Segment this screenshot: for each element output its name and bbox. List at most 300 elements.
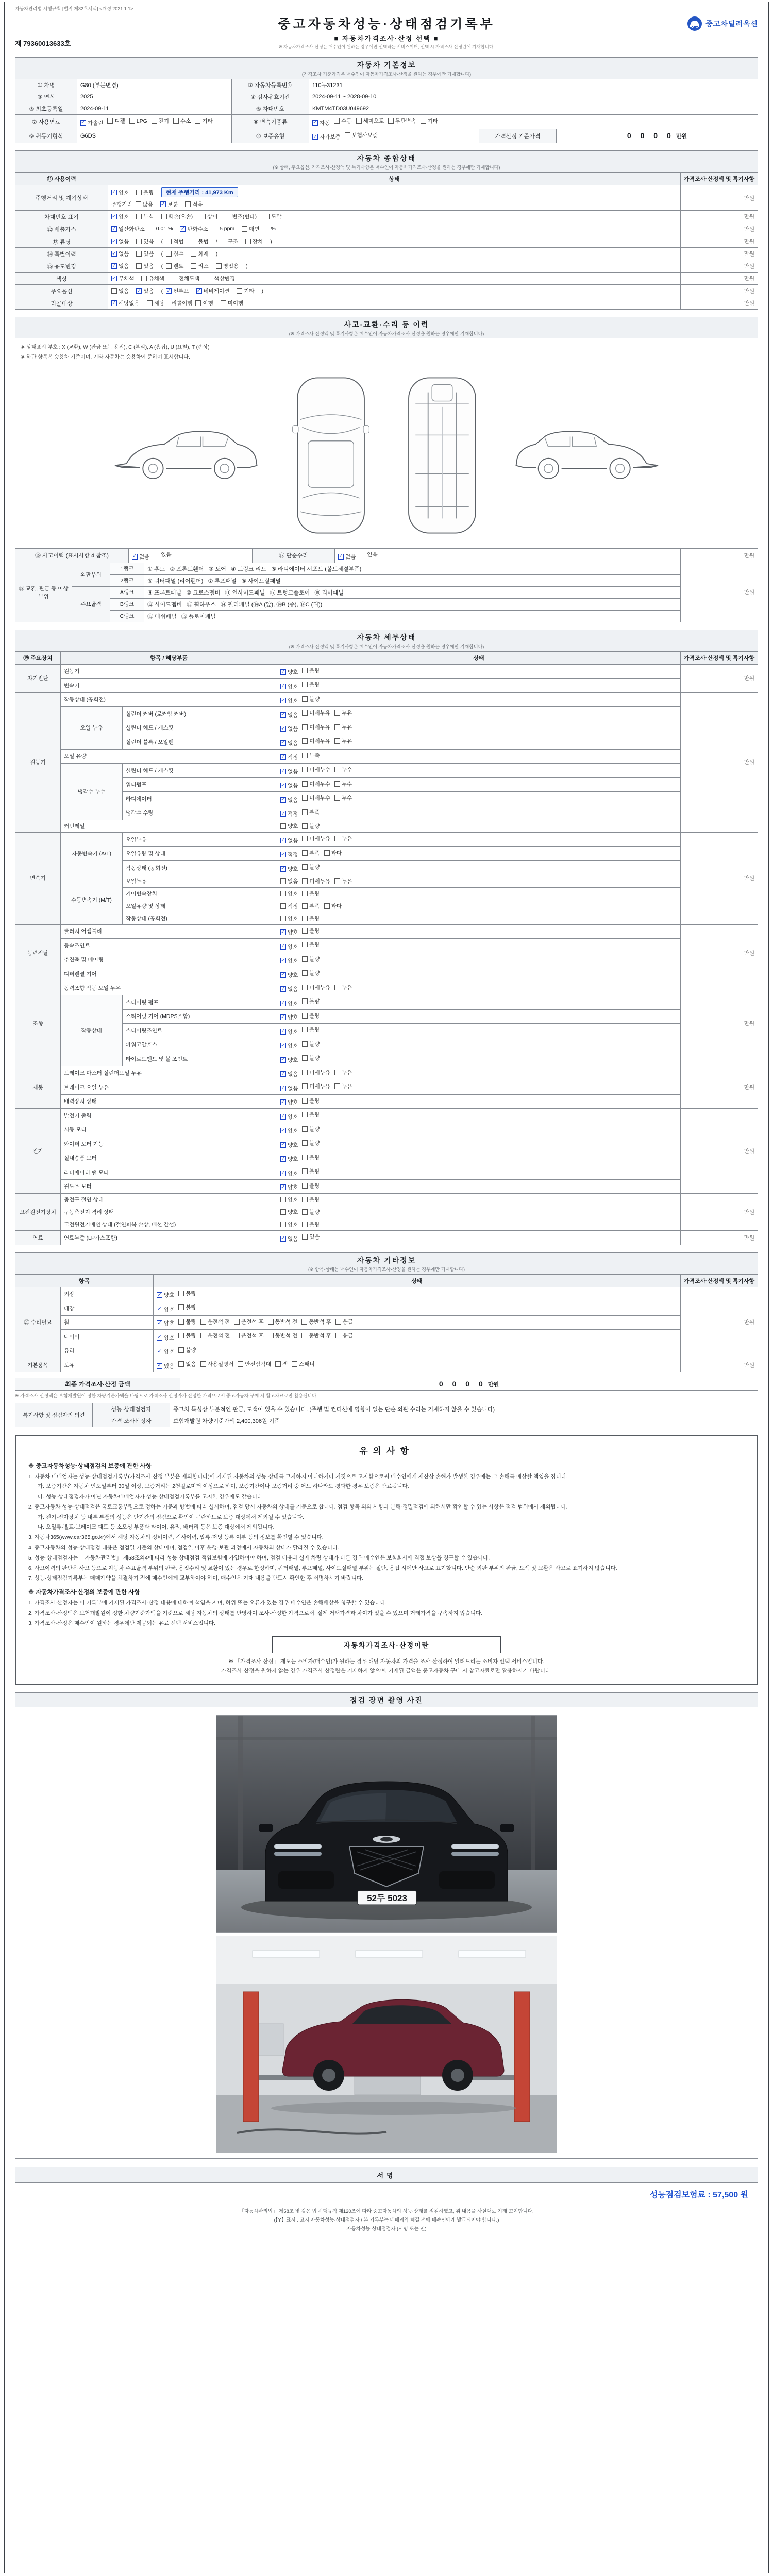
item-label: 작동상태 (공회전) [123, 912, 277, 924]
checkbox-option[interactable] [324, 902, 342, 910]
empty-box-icon [185, 201, 191, 207]
checkbox-label: 해당 [154, 300, 164, 307]
checkbox-option[interactable] [178, 1303, 196, 1311]
checkbox-option[interactable] [302, 695, 320, 703]
checkbox-option[interactable] [302, 1208, 320, 1216]
device-row [15, 1137, 758, 1151]
notice-item: 1. 자동차 매매업자는 성능·상태점검기록부(가격조사·산정 부분은 제외합니다)에 기재된 자동차의 성능·상태를 고지하지 아니하거나 거짓으로 고지함으로써 매수인에게 재산상 손해가 발생한 경우에는 그 손해를 배상할 책임을 집니다. [28, 1473, 568, 1480]
checkbox-option[interactable] [334, 1082, 352, 1090]
checkbox-option[interactable] [280, 1113, 298, 1121]
checkbox-option[interactable] [345, 131, 378, 139]
section-title: 자동차 세부상태 [357, 633, 416, 641]
column-header-item: 항목 / 해당부품 [61, 651, 277, 664]
section-signature [15, 2167, 758, 2245]
item-label: 고전원전기배선 상태 (절연피복 손상, 배선 간섭) [61, 1218, 277, 1231]
checkbox-option[interactable] [302, 1026, 320, 1033]
checkbox-option[interactable] [280, 865, 298, 873]
empty-box-icon [280, 1209, 286, 1215]
checkbox-option[interactable] [280, 1208, 298, 1216]
checkbox-label: 미세누유 [309, 984, 330, 991]
checkbox-option[interactable] [225, 213, 257, 221]
checkbox-option[interactable] [136, 189, 154, 196]
checkbox-option[interactable] [280, 1170, 298, 1177]
checkbox-option[interactable] [302, 914, 320, 922]
checkbox-option[interactable] [360, 551, 377, 558]
checkbox-option[interactable] [166, 238, 183, 245]
checkbox-option[interactable] [312, 119, 330, 127]
section-inspection-photos [15, 1692, 758, 2159]
checkbox-option[interactable] [178, 1332, 196, 1340]
checkbox-option[interactable] [280, 782, 298, 789]
accident-history-label: ⑯ 사고이력 (표시사항 4 참조) [15, 549, 129, 563]
empty-box-icon [111, 288, 117, 294]
checkbox-label: 불량 [309, 890, 320, 897]
checkbox-option[interactable] [334, 766, 352, 773]
checkbox-option[interactable] [280, 1155, 298, 1163]
checkbox-option[interactable] [302, 863, 320, 871]
checkbox-label: 운전석 후 [241, 1318, 264, 1325]
checkbox-option[interactable] [157, 1306, 174, 1313]
empty-box-icon [302, 823, 308, 829]
checkbox-option[interactable] [302, 780, 330, 788]
checkbox-option[interactable] [111, 275, 134, 282]
checkbox-option[interactable] [302, 849, 320, 857]
checkbox-option[interactable] [200, 213, 217, 221]
item-label: 윈도우 모터 [61, 1179, 277, 1194]
notice-title: 유의사항 [359, 1446, 414, 1456]
price-cell: 만원 [681, 273, 758, 285]
checkbox-label: 화재 [198, 251, 209, 257]
section-accident-history [15, 317, 758, 622]
checkbox-option[interactable] [154, 551, 171, 558]
checkbox-option[interactable] [141, 275, 164, 282]
checkbox-option[interactable] [312, 133, 341, 141]
checkbox-label: 구조 [227, 239, 238, 245]
checkbox-option[interactable] [302, 1012, 320, 1020]
checkbox-option[interactable] [302, 941, 320, 948]
exchange-section-label: ⑱ 교환, 판금 등 이상 부위 [15, 563, 72, 622]
field-label: ⑧ 변속기종류 [232, 115, 309, 129]
checkbox-option[interactable] [280, 985, 298, 993]
checkbox-option[interactable] [172, 275, 200, 282]
checkbox-option[interactable] [245, 238, 263, 245]
checkbox-option[interactable] [200, 1332, 230, 1340]
empty-box-icon [302, 985, 308, 990]
checkbox-option[interactable] [302, 752, 320, 759]
checkbox-label: 양호 [288, 1014, 298, 1021]
checkbox-option[interactable] [302, 1082, 330, 1090]
empty-box-icon [234, 1319, 240, 1325]
checkbox-option[interactable] [302, 709, 330, 717]
checkbox-option[interactable] [280, 902, 298, 910]
checkbox-option[interactable] [157, 1291, 174, 1299]
checkbox-option[interactable] [302, 737, 330, 745]
checkbox-option[interactable] [388, 117, 416, 125]
transmission-checks [309, 115, 758, 129]
checkbox-option[interactable] [178, 1318, 196, 1326]
checkbox-option[interactable] [195, 299, 213, 307]
checkbox-option[interactable] [195, 117, 212, 125]
checkbox-option[interactable] [302, 1125, 320, 1133]
checkbox-option[interactable] [136, 238, 154, 245]
checkbox-option[interactable] [280, 796, 298, 804]
checkbox-label: 없음 [345, 553, 356, 560]
engine-type-value: G6DS [77, 129, 232, 143]
checkbox-option[interactable] [178, 1360, 196, 1368]
checkbox-option[interactable] [200, 1318, 230, 1326]
state-text: / [215, 238, 217, 245]
definition-text-2: 가격조사·산정을 원하지 않는 경우 가격조사·산정란은 기재하지 않으며, 기재된 금액은 중고자동차 구매 시 참고자료로만 활용하시기 바랍니다. [221, 1667, 552, 1674]
checkbox-option[interactable] [111, 189, 129, 196]
checkbox-option[interactable] [280, 1028, 298, 1036]
checkbox-option[interactable] [280, 943, 298, 951]
checkbox-option[interactable] [160, 200, 178, 208]
checkbox-option[interactable] [136, 250, 154, 258]
checkbox-option[interactable] [302, 927, 320, 935]
section-title: 자동차 종합상태 [357, 154, 416, 162]
overall-item-label: 차대번호 표기 [15, 211, 108, 223]
checked-box-icon: ✓ [281, 1071, 285, 1077]
checkbox-option[interactable] [132, 553, 149, 561]
checkbox-label: 없음 [288, 1071, 298, 1077]
checkbox-option[interactable] [302, 1196, 320, 1204]
item-label: 브레이크 오일 누유 [61, 1080, 277, 1095]
checkbox-label: 양호 [288, 1197, 298, 1203]
checkbox-label: 양호 [288, 1128, 298, 1134]
checkbox-option[interactable] [302, 835, 330, 842]
checkbox-option[interactable] [334, 780, 352, 788]
checkbox-option[interactable] [173, 117, 191, 125]
empty-box-icon [388, 118, 394, 124]
checkbox-option[interactable] [111, 238, 129, 245]
checkbox-option[interactable] [280, 711, 298, 719]
checkbox-option[interactable] [302, 1221, 320, 1228]
notice-item: 7. 성능·상태점검기록부는 매매계약을 체결하기 전에 매수인에게 교부하여야 하며, 매수인은 기재 내용을 반드시 확인한 후 서명하시기 바랍니다. [28, 1575, 364, 1582]
price-cell: 만원 [681, 285, 758, 297]
checkbox-option[interactable] [334, 984, 352, 991]
item-label: 시동 모터 [61, 1123, 277, 1137]
checkbox-option[interactable] [421, 117, 438, 125]
checkbox-option[interactable] [280, 1221, 298, 1228]
checkbox-option[interactable] [302, 955, 320, 963]
checkbox-option[interactable] [216, 262, 239, 270]
checkbox-option[interactable] [335, 1332, 353, 1340]
checkbox-label: 도말 [271, 214, 282, 220]
checkbox-option[interactable] [157, 1319, 174, 1327]
checkbox-option[interactable] [196, 287, 230, 295]
checkbox-option[interactable] [280, 1196, 298, 1204]
checkbox-label: 불량 [309, 1209, 320, 1215]
checkbox-option[interactable] [302, 667, 320, 674]
checkbox-option[interactable] [324, 849, 342, 857]
checkbox-option[interactable] [280, 1141, 298, 1149]
checkbox-option[interactable] [280, 1013, 298, 1021]
device-row [15, 1231, 758, 1245]
checked-box-icon: ✓ [281, 683, 285, 689]
checkbox-option[interactable] [280, 1084, 298, 1092]
checkbox-option[interactable] [242, 225, 259, 233]
checkbox-option[interactable] [166, 262, 183, 270]
checkbox-option[interactable] [191, 250, 208, 258]
checkbox-option[interactable] [111, 262, 129, 270]
checkbox-option[interactable] [302, 1182, 320, 1190]
car-name-value: G80 (부분변경) [77, 79, 232, 91]
checkbox-option[interactable] [334, 709, 352, 717]
empty-box-icon [302, 668, 308, 673]
checkbox-option[interactable] [157, 1334, 174, 1342]
checkbox-option[interactable] [301, 1318, 331, 1326]
checked-box-icon: ✓ [112, 226, 116, 232]
checked-box-icon: ✓ [281, 1113, 285, 1119]
main-frame-label: 주요골격 [72, 586, 110, 622]
checkbox-option[interactable] [200, 1360, 234, 1368]
item-label: 클러치 어셈블리 [61, 924, 277, 939]
checkbox-option[interactable] [147, 299, 164, 307]
checkbox-option[interactable] [280, 928, 298, 936]
checkbox-option[interactable] [302, 1069, 330, 1076]
checkbox-option[interactable] [268, 1332, 298, 1340]
checkbox-option[interactable] [280, 725, 298, 733]
checkbox-label: 적정 [288, 852, 298, 858]
checkbox-option[interactable] [302, 890, 320, 897]
checkbox-option[interactable] [178, 1290, 196, 1297]
checkbox-option[interactable] [191, 238, 208, 245]
checkbox-label: 양호 [288, 972, 298, 978]
checkbox-option[interactable] [280, 914, 298, 922]
checkbox-option[interactable] [111, 299, 140, 307]
checkbox-option[interactable] [292, 1360, 314, 1368]
checkbox-option[interactable] [302, 1040, 320, 1048]
checkbox-option[interactable] [338, 553, 356, 561]
checkbox-option[interactable] [111, 287, 129, 295]
section-other-info [15, 1252, 758, 1427]
checkbox-option[interactable] [80, 119, 103, 127]
checkbox-option[interactable] [280, 683, 298, 690]
item-parent-label: 작동상태 [61, 995, 123, 1066]
empty-box-icon [302, 738, 308, 744]
checkbox-option[interactable] [334, 117, 351, 125]
checkbox-option[interactable] [280, 837, 298, 844]
empty-box-icon [301, 1319, 307, 1325]
checkbox-option[interactable] [178, 1346, 196, 1354]
empty-box-icon [302, 1112, 308, 1117]
checkbox-option[interactable] [302, 822, 320, 830]
checkbox-option[interactable] [335, 1318, 353, 1326]
empty-box-icon [334, 738, 340, 744]
empty-box-icon [302, 682, 308, 687]
checkbox-option[interactable] [191, 262, 208, 270]
checkbox-option[interactable] [301, 1332, 331, 1340]
checkbox-option[interactable] [280, 1098, 298, 1106]
checkbox-option[interactable] [302, 681, 320, 688]
checkbox-option[interactable] [280, 1183, 298, 1191]
empty-box-icon [302, 903, 308, 909]
price-cell: 만원 [681, 1287, 758, 1358]
checkbox-option[interactable] [107, 117, 125, 125]
checkbox-option[interactable] [166, 287, 189, 295]
checkbox-option[interactable] [302, 794, 330, 802]
checkbox-option[interactable] [280, 739, 298, 747]
checkbox-label: 가솔린 [88, 120, 104, 126]
checkbox-option[interactable] [280, 822, 298, 830]
warranty-type-checks [309, 129, 479, 143]
state-cell [277, 1080, 681, 1095]
checkbox-option[interactable] [280, 1042, 298, 1049]
checkbox-option[interactable] [268, 1318, 298, 1326]
checkbox-option[interactable] [264, 213, 281, 221]
checkbox-label: 적정 [288, 903, 298, 909]
empty-box-icon [280, 891, 286, 896]
checkbox-option[interactable] [334, 794, 352, 802]
checkbox-option[interactable] [302, 902, 320, 910]
device-row [15, 1080, 758, 1095]
checkbox-option[interactable] [136, 287, 154, 295]
rank-items: ⑥ 쿼터패널 (리어휀더) ⑦ 루프패널 ⑧ 사이드실패널 [144, 574, 681, 586]
checkbox-option[interactable] [280, 1070, 298, 1078]
rank-items: ⑫ 사이드멤버 ⑬ 휠하우스 ⑭ 필러패널 (⑭A (앞), ⑭B (중), ⑭C (뒤)) [144, 598, 681, 610]
checkbox-option[interactable] [157, 1348, 174, 1355]
price-cell: 만원 [681, 924, 758, 981]
overall-state-cell [108, 297, 681, 310]
checkbox-option[interactable] [280, 697, 298, 704]
checkbox-option[interactable] [334, 737, 352, 745]
checkbox-option[interactable] [356, 117, 384, 125]
checkbox-option[interactable] [221, 299, 243, 307]
section-title: 사고·교환·수리 등 이력 [344, 320, 429, 329]
checkbox-option[interactable] [302, 1233, 320, 1241]
checkbox-label: 미세누수 [309, 795, 330, 801]
checkbox-option[interactable] [280, 971, 298, 979]
checkbox-label: 적법 [173, 239, 184, 245]
checkbox-option[interactable] [234, 1332, 264, 1340]
empty-box-icon [302, 836, 308, 841]
checkbox-option[interactable] [157, 1362, 174, 1370]
checkbox-option[interactable] [221, 238, 238, 245]
checkbox-option[interactable] [161, 213, 193, 221]
checkbox-option[interactable] [136, 213, 154, 221]
checkbox-option[interactable] [334, 835, 352, 842]
checkbox-option[interactable] [280, 1056, 298, 1064]
state-cell [154, 1315, 681, 1330]
checkbox-option[interactable] [280, 890, 298, 897]
checkbox-label: 무채색 [119, 276, 135, 282]
item-label: 휠 [61, 1315, 154, 1330]
checkbox-label: 누수 [341, 767, 352, 773]
state-text: ( [161, 287, 163, 294]
checkbox-option[interactable] [111, 250, 129, 258]
checkbox-option[interactable] [302, 1139, 320, 1147]
checkbox-option[interactable] [334, 1069, 352, 1076]
notice-item: 가. 전기·전자장치 등 내부 부품의 성능은 단기간의 점검으로 확인이 곤란하므로 보증 대상에서 제외될 수 있습니다. [38, 1514, 304, 1520]
checked-box-icon: ✓ [313, 120, 317, 125]
checkbox-option[interactable] [280, 877, 298, 885]
checked-box-icon: ✓ [281, 768, 285, 774]
device-row [15, 861, 758, 875]
checkbox-option[interactable] [302, 1097, 320, 1105]
checkbox-option[interactable] [280, 1235, 298, 1243]
checkbox-option[interactable] [280, 753, 298, 761]
checkbox-option[interactable] [185, 200, 203, 208]
checked-box-icon: ✓ [281, 697, 285, 703]
notice-item: 1. 가격조사·산정자는 이 기록부에 기재된 가격조사·산정 내용에 대하여 책임을 지며, 허위 또는 오류가 있는 경우 매수인은 손해배상을 청구할 수 있습니다. [28, 1600, 387, 1606]
checkbox-option[interactable] [280, 810, 298, 818]
device-row [15, 1024, 758, 1038]
checkbox-option[interactable] [280, 768, 298, 775]
exchange-panel-table [15, 563, 758, 622]
inspector-role-label: 성능·상태점검자 [93, 1403, 170, 1415]
checkbox-label: 양호 [288, 1000, 298, 1007]
checkbox-option[interactable] [111, 225, 145, 233]
empty-box-icon [302, 1155, 308, 1160]
checked-box-icon: ✓ [313, 133, 317, 140]
checkbox-option[interactable] [237, 287, 254, 295]
checkbox-option[interactable] [302, 984, 330, 991]
checkbox-label: 불량 [309, 915, 320, 922]
item-parent-label: 수동변속기 (M/T) [61, 875, 123, 924]
empty-box-icon [302, 1070, 308, 1075]
checkbox-option[interactable] [166, 250, 183, 258]
checkbox-option[interactable] [302, 723, 330, 731]
checkbox-option[interactable] [275, 1360, 288, 1368]
checkbox-option[interactable] [334, 723, 352, 731]
checkbox-option[interactable] [280, 851, 298, 858]
checkbox-option[interactable] [280, 999, 298, 1007]
checkbox-option[interactable] [180, 225, 208, 233]
checkbox-option[interactable] [129, 118, 147, 124]
checkbox-option[interactable] [302, 1154, 320, 1161]
checkbox-option[interactable] [280, 668, 298, 676]
final-price-value [180, 1378, 758, 1390]
empty-box-icon [195, 300, 201, 306]
item-label: 변속기 [61, 679, 277, 693]
checkbox-option[interactable] [302, 1054, 320, 1062]
checkbox-option[interactable] [302, 1167, 320, 1175]
checkbox-option[interactable] [302, 1111, 320, 1118]
device-row [15, 707, 758, 721]
empty-box-icon [334, 767, 340, 772]
empty-box-icon [302, 781, 308, 787]
checkbox-label: 불량 [309, 1112, 320, 1118]
checkbox-option[interactable] [111, 213, 129, 221]
checkbox-option[interactable] [238, 1360, 271, 1368]
checkbox-option[interactable] [302, 808, 320, 816]
checkbox-option[interactable] [280, 957, 298, 964]
checkbox-option[interactable] [136, 262, 154, 270]
state-cell [277, 967, 681, 981]
checkbox-label: 미세누유 [309, 724, 330, 731]
simple-repair-label: ⑰ 단순수리 [253, 549, 335, 563]
notice-item: 2. 가격조사·산정액은 보험개발원이 정한 차량기준가액을 기준으로 해당 자동차의 상태를 반영하여 조사·산정한 가격으로서, 실제 거래가격과 차이가 있을 수 있으며 거래가격을 구속하지 않습니다. [28, 1610, 483, 1617]
checkbox-label: 양호 [288, 1057, 298, 1063]
checkbox-option[interactable] [136, 200, 153, 208]
checked-box-icon: ✓ [281, 1014, 285, 1020]
checkbox-option[interactable] [280, 1127, 298, 1134]
checkbox-option[interactable] [302, 766, 330, 773]
rank-items: ⑮ 대쉬패널 ⑯ 플로어패널 [144, 610, 681, 622]
checkbox-option[interactable] [302, 997, 320, 1005]
empty-box-icon [345, 132, 350, 138]
device-row [15, 900, 758, 912]
device-row [15, 953, 758, 967]
checkbox-option[interactable] [334, 877, 352, 885]
checkbox-option[interactable] [207, 275, 235, 282]
checkbox-option[interactable] [302, 969, 320, 977]
state-cell [277, 679, 681, 693]
checkbox-option[interactable] [152, 117, 169, 125]
car-diagram-top-view [290, 370, 372, 540]
checkbox-option[interactable] [302, 877, 330, 885]
checkbox-option[interactable] [234, 1318, 264, 1326]
